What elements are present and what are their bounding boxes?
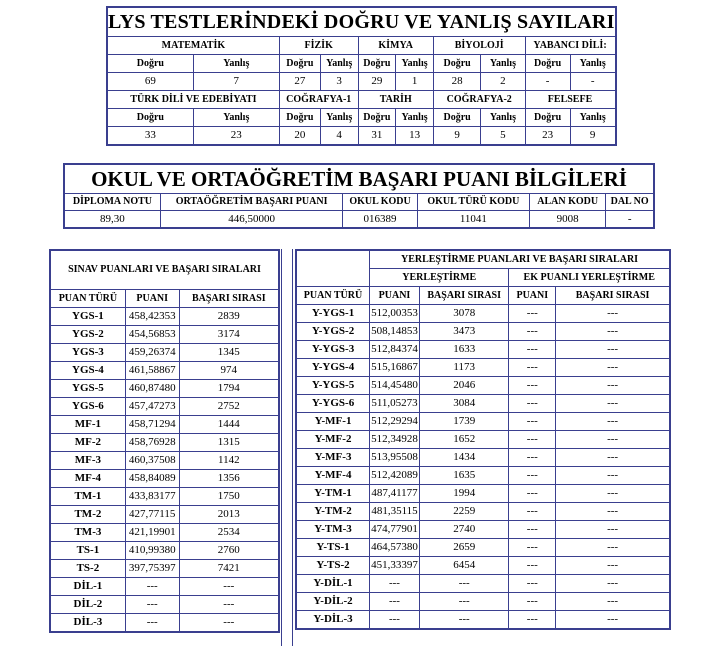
placement-value: 512,34928 — [370, 431, 420, 449]
rank-value: 1794 — [179, 380, 279, 398]
table-row — [296, 305, 670, 323]
table-row — [50, 326, 279, 344]
placement-value: 2259 — [419, 503, 508, 521]
placement-value: --- — [556, 611, 670, 630]
placement-score-type: Y-MF-4 — [296, 467, 370, 485]
score-type: YGS-6 — [50, 398, 125, 416]
placement-value: 514,45480 — [370, 377, 420, 395]
wrong-label: Yanlış — [396, 55, 434, 73]
score-value: 433,83177 — [125, 488, 179, 506]
placement-value: 1652 — [419, 431, 508, 449]
placement-value: 1994 — [419, 485, 508, 503]
lys-subject-header: COĞRAFYA-2 — [433, 91, 525, 109]
table-row — [296, 557, 670, 575]
obp-column-header: OKUL KODU — [343, 194, 417, 211]
table-row — [296, 575, 670, 593]
table-row — [50, 614, 279, 633]
placement-value: --- — [556, 341, 670, 359]
rank-value: --- — [179, 614, 279, 633]
score-type: YGS-3 — [50, 344, 125, 362]
wrong-label: Yanlış — [193, 55, 279, 73]
rank-value: 1315 — [179, 434, 279, 452]
lys-subject-header: KİMYA — [358, 37, 433, 55]
placement-value: 1173 — [419, 359, 508, 377]
placement-column-header: BAŞARI SIRASI — [556, 287, 670, 305]
bonus-placement-group-title: EK PUANLI YERLEŞTİRME — [509, 269, 670, 287]
correct-count: 31 — [358, 127, 396, 146]
table-row — [296, 413, 670, 431]
correct-label: Doğru — [525, 55, 570, 73]
score-value: 410,99380 — [125, 542, 179, 560]
table-row — [296, 485, 670, 503]
rank-value: 2760 — [179, 542, 279, 560]
correct-count: 23 — [525, 127, 570, 146]
placement-value: --- — [370, 611, 420, 630]
lys-subject-header: FELSEFE — [525, 91, 616, 109]
wrong-count: 13 — [396, 127, 434, 146]
correct-label: Doğru — [107, 109, 193, 127]
table-row — [296, 539, 670, 557]
rank-value: 2013 — [179, 506, 279, 524]
wrong-count: - — [570, 73, 615, 91]
placement-column-header: PUANI — [370, 287, 420, 305]
placement-value: --- — [509, 467, 556, 485]
placement-value: 511,05273 — [370, 395, 420, 413]
wrong-label: Yanlış — [481, 109, 525, 127]
table-row — [296, 431, 670, 449]
placement-value: --- — [509, 449, 556, 467]
score-type: DİL-2 — [50, 596, 125, 614]
correct-count: 28 — [433, 73, 480, 91]
placement-value: --- — [556, 557, 670, 575]
placement-value: 512,00353 — [370, 305, 420, 323]
placement-value: --- — [509, 539, 556, 557]
wrong-label: Yanlış — [320, 55, 358, 73]
table-row — [296, 449, 670, 467]
table-row — [50, 542, 279, 560]
lys-subject-header: FİZİK — [279, 37, 358, 55]
score-type: YGS-4 — [50, 362, 125, 380]
placement-value: --- — [509, 485, 556, 503]
score-type: TM-3 — [50, 524, 125, 542]
lys-title: LYS TESTLERİNDEKİ DOĞRU VE YANLIŞ SAYILARI — [107, 7, 616, 37]
score-type: YGS-5 — [50, 380, 125, 398]
placement-score-type: Y-DİL-1 — [296, 575, 370, 593]
score-type: TM-1 — [50, 488, 125, 506]
placement-column-header: BAŞARI SIRASI — [419, 287, 508, 305]
placement-score-type: Y-TM-1 — [296, 485, 370, 503]
correct-label: Doğru — [433, 109, 480, 127]
wrong-label: Yanlış — [320, 109, 358, 127]
placement-value: 512,42089 — [370, 467, 420, 485]
obp-value: 89,30 — [64, 211, 160, 229]
placement-value: --- — [509, 503, 556, 521]
score-value: 458,71294 — [125, 416, 179, 434]
placement-value: --- — [556, 377, 670, 395]
placement-value: 1434 — [419, 449, 508, 467]
obp-value: 11041 — [417, 211, 529, 229]
placement-value: --- — [556, 467, 670, 485]
obp-column-header: DAL NO — [606, 194, 654, 211]
lys-answers-table — [106, 6, 617, 146]
wrong-count: 2 — [481, 73, 525, 91]
table-row — [50, 344, 279, 362]
rank-value: 1142 — [179, 452, 279, 470]
placement-value: --- — [556, 521, 670, 539]
correct-count: 29 — [358, 73, 396, 91]
placement-value: --- — [509, 323, 556, 341]
rank-value: 7421 — [179, 560, 279, 578]
placement-value: 487,41177 — [370, 485, 420, 503]
score-value: --- — [125, 578, 179, 596]
placement-value: --- — [419, 575, 508, 593]
placement-value: 1739 — [419, 413, 508, 431]
table-row — [296, 503, 670, 521]
placement-value: --- — [509, 395, 556, 413]
placement-value: --- — [509, 521, 556, 539]
score-type: MF-1 — [50, 416, 125, 434]
placement-value: 481,35115 — [370, 503, 420, 521]
table-row — [296, 323, 670, 341]
placement-value: --- — [556, 305, 670, 323]
placement-scores-table — [295, 249, 671, 630]
obp-column-header: DİPLOMA NOTU — [64, 194, 160, 211]
placement-value: --- — [556, 323, 670, 341]
table-row — [296, 521, 670, 539]
lys-subject-header: TÜRK DİLİ VE EDEBİYATI — [107, 91, 279, 109]
placement-value: --- — [509, 575, 556, 593]
placement-value: 1635 — [419, 467, 508, 485]
exam-column-header: PUANI — [125, 290, 179, 308]
obp-column-header: OKUL TÜRÜ KODU — [417, 194, 529, 211]
placement-score-type: Y-YGS-3 — [296, 341, 370, 359]
placement-blank-corner — [296, 250, 370, 287]
score-value: --- — [125, 596, 179, 614]
wrong-count: 7 — [193, 73, 279, 91]
correct-count: 69 — [107, 73, 193, 91]
placement-score-type: Y-YGS-5 — [296, 377, 370, 395]
score-type: YGS-1 — [50, 308, 125, 326]
table-row — [50, 380, 279, 398]
correct-count: 20 — [279, 127, 320, 146]
placement-value: --- — [556, 503, 670, 521]
table-row — [50, 578, 279, 596]
placement-value: 2046 — [419, 377, 508, 395]
table-row — [50, 524, 279, 542]
table-row — [50, 398, 279, 416]
placement-value: 3473 — [419, 323, 508, 341]
placement-value: 512,84374 — [370, 341, 420, 359]
placement-value: --- — [370, 575, 420, 593]
score-type: TS-2 — [50, 560, 125, 578]
score-value: 458,42353 — [125, 308, 179, 326]
table-row — [296, 467, 670, 485]
rank-value: 974 — [179, 362, 279, 380]
rank-value: 1750 — [179, 488, 279, 506]
rank-value: 2839 — [179, 308, 279, 326]
table-row — [296, 377, 670, 395]
score-value: 397,75397 — [125, 560, 179, 578]
placement-value: --- — [556, 413, 670, 431]
lys-subject-header: YABANCI DİLİ: — [525, 37, 616, 55]
placement-value: --- — [509, 359, 556, 377]
placement-value: --- — [556, 539, 670, 557]
wrong-count: 3 — [320, 73, 358, 91]
table-row — [50, 416, 279, 434]
table-row — [50, 560, 279, 578]
score-value: 421,19901 — [125, 524, 179, 542]
rank-value: 3174 — [179, 326, 279, 344]
exam-scores-table — [49, 249, 280, 633]
rank-value: 1345 — [179, 344, 279, 362]
placement-value: 6454 — [419, 557, 508, 575]
placement-value: --- — [556, 395, 670, 413]
obp-value: 016389 — [343, 211, 417, 229]
score-type: MF-3 — [50, 452, 125, 470]
rank-value: 2752 — [179, 398, 279, 416]
score-value: 457,47273 — [125, 398, 179, 416]
placement-value: --- — [509, 377, 556, 395]
rank-value: 2534 — [179, 524, 279, 542]
correct-label: Doğru — [279, 109, 320, 127]
placement-score-type: Y-MF-3 — [296, 449, 370, 467]
wrong-label: Yanlış — [570, 109, 615, 127]
correct-label: Doğru — [433, 55, 480, 73]
table-row — [50, 452, 279, 470]
placement-value: --- — [509, 557, 556, 575]
placement-score-type: Y-DİL-3 — [296, 611, 370, 630]
placement-value: 451,33397 — [370, 557, 420, 575]
obp-title: OKUL VE ORTAÖĞRETİM BAŞARI PUANI BİLGİLERİ — [64, 164, 654, 194]
correct-count: 33 — [107, 127, 193, 146]
table-row — [50, 434, 279, 452]
placement-value: 513,95508 — [370, 449, 420, 467]
placement-score-type: Y-YGS-4 — [296, 359, 370, 377]
exam-column-header: PUAN TÜRÜ — [50, 290, 125, 308]
score-type: MF-2 — [50, 434, 125, 452]
placement-value: 512,29294 — [370, 413, 420, 431]
wrong-label: Yanlış — [481, 55, 525, 73]
wrong-count: 23 — [193, 127, 279, 146]
correct-label: Doğru — [358, 109, 396, 127]
rank-value: --- — [179, 596, 279, 614]
score-type: MF-4 — [50, 470, 125, 488]
wrong-count: 5 — [481, 127, 525, 146]
score-value: 460,87480 — [125, 380, 179, 398]
placement-value: --- — [556, 575, 670, 593]
table-divider — [281, 249, 293, 646]
placement-score-type: Y-YGS-6 — [296, 395, 370, 413]
placement-value: 515,16867 — [370, 359, 420, 377]
score-value: 460,37508 — [125, 452, 179, 470]
obp-value: - — [606, 211, 654, 229]
correct-count: 9 — [433, 127, 480, 146]
wrong-count: 1 — [396, 73, 434, 91]
score-value: 427,77115 — [125, 506, 179, 524]
lys-subject-header: MATEMATİK — [107, 37, 279, 55]
table-row — [50, 488, 279, 506]
placement-value: --- — [419, 593, 508, 611]
placement-value: --- — [556, 449, 670, 467]
score-value: --- — [125, 614, 179, 633]
placement-score-type: Y-YGS-1 — [296, 305, 370, 323]
placement-value: --- — [509, 431, 556, 449]
obp-value: 9008 — [530, 211, 606, 229]
placement-value: 474,77901 — [370, 521, 420, 539]
wrong-label: Yanlış — [193, 109, 279, 127]
correct-label: Doğru — [107, 55, 193, 73]
placement-value: 508,14853 — [370, 323, 420, 341]
obp-info-table — [63, 163, 655, 229]
placement-column-header: PUAN TÜRÜ — [296, 287, 370, 305]
placement-score-type: Y-MF-1 — [296, 413, 370, 431]
placement-value: --- — [509, 611, 556, 630]
score-value: 458,84089 — [125, 470, 179, 488]
correct-count: - — [525, 73, 570, 91]
placement-value: --- — [556, 359, 670, 377]
placement-value: --- — [370, 593, 420, 611]
table-row — [296, 359, 670, 377]
score-value: 459,26374 — [125, 344, 179, 362]
table-row — [296, 611, 670, 630]
wrong-count: 4 — [320, 127, 358, 146]
placement-score-type: Y-TM-2 — [296, 503, 370, 521]
table-row — [50, 362, 279, 380]
table-row — [50, 470, 279, 488]
placement-value: --- — [509, 593, 556, 611]
wrong-label: Yanlış — [396, 109, 434, 127]
table-row — [296, 341, 670, 359]
lys-subject-header: BİYOLOJİ — [433, 37, 525, 55]
score-type: DİL-1 — [50, 578, 125, 596]
placement-value: --- — [556, 431, 670, 449]
obp-column-header: ORTAÖĞRETİM BAŞARI PUANI — [160, 194, 343, 211]
table-row — [296, 593, 670, 611]
placement-score-type: Y-YGS-2 — [296, 323, 370, 341]
placement-value: --- — [509, 305, 556, 323]
wrong-label: Yanlış — [570, 55, 615, 73]
score-type: YGS-2 — [50, 326, 125, 344]
exam-scores-title: SINAV PUANLARI VE BAŞARI SIRALARI — [50, 250, 279, 290]
score-value: 458,76928 — [125, 434, 179, 452]
placement-value: --- — [509, 341, 556, 359]
score-value: 454,56853 — [125, 326, 179, 344]
placement-value: 464,57380 — [370, 539, 420, 557]
placement-column-header: PUANI — [509, 287, 556, 305]
placement-value: --- — [556, 593, 670, 611]
score-type: TM-2 — [50, 506, 125, 524]
placement-value: 2740 — [419, 521, 508, 539]
score-type: TS-1 — [50, 542, 125, 560]
placement-value: 2659 — [419, 539, 508, 557]
placement-score-type: Y-DİL-2 — [296, 593, 370, 611]
table-row — [50, 308, 279, 326]
exam-column-header: BAŞARI SIRASI — [179, 290, 279, 308]
correct-label: Doğru — [525, 109, 570, 127]
table-row — [50, 596, 279, 614]
placement-group-title: YERLEŞTİRME — [370, 269, 509, 287]
placement-score-type: Y-TM-3 — [296, 521, 370, 539]
obp-value: 446,50000 — [160, 211, 343, 229]
rank-value: 1356 — [179, 470, 279, 488]
rank-value: 1444 — [179, 416, 279, 434]
placement-value: --- — [419, 611, 508, 630]
table-row — [296, 395, 670, 413]
correct-label: Doğru — [279, 55, 320, 73]
placement-score-type: Y-MF-2 — [296, 431, 370, 449]
correct-label: Doğru — [358, 55, 396, 73]
correct-count: 27 — [279, 73, 320, 91]
lys-subject-header: COĞRAFYA-1 — [279, 91, 358, 109]
placement-title: YERLEŞTİRME PUANLARI VE BAŞARI SIRALARI — [370, 250, 670, 269]
placement-score-type: Y-TS-1 — [296, 539, 370, 557]
score-type: DİL-3 — [50, 614, 125, 633]
placement-value: 1633 — [419, 341, 508, 359]
wrong-count: 9 — [570, 127, 615, 146]
score-value: 461,58867 — [125, 362, 179, 380]
table-row — [50, 506, 279, 524]
rank-value: --- — [179, 578, 279, 596]
placement-value: 3078 — [419, 305, 508, 323]
placement-value: --- — [556, 485, 670, 503]
lys-subject-header: TARİH — [358, 91, 433, 109]
obp-column-header: ALAN KODU — [530, 194, 606, 211]
placement-value: 3084 — [419, 395, 508, 413]
placement-value: --- — [509, 413, 556, 431]
placement-score-type: Y-TS-2 — [296, 557, 370, 575]
